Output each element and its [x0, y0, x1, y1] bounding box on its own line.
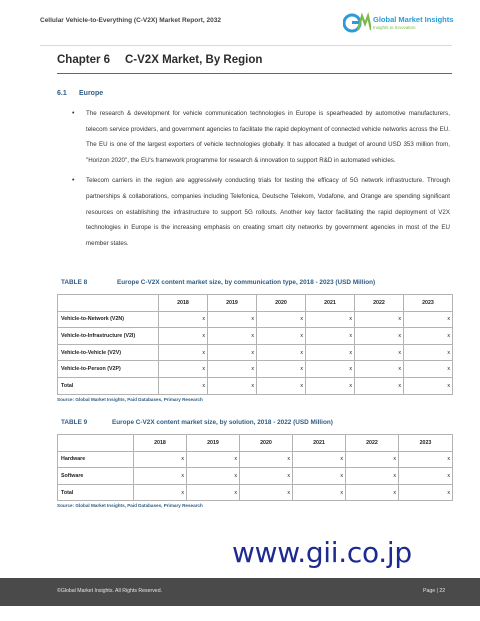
section-title: Europe: [79, 90, 104, 97]
table-row: [58, 361, 453, 378]
table-corner-cell: [58, 435, 134, 452]
table-cell: x: [399, 451, 453, 468]
column-header: 2018: [159, 295, 208, 312]
table-row: [58, 451, 453, 468]
table9-title: Europe C-V2X content market size, by solution, 2018 - 2022 (USD Million): [112, 419, 333, 426]
table-cell: x: [159, 328, 208, 345]
table-cell: x: [306, 344, 355, 361]
table-row: [58, 328, 453, 345]
column-header: 2021: [293, 435, 346, 452]
table-cell: x: [346, 468, 399, 485]
table8: [57, 294, 453, 395]
column-header: 2022: [355, 295, 404, 312]
column-header: 2019: [187, 435, 240, 452]
company-logo: [343, 12, 454, 36]
column-header: 2020: [240, 435, 293, 452]
table-cell: x: [355, 377, 404, 394]
table-row: [58, 344, 453, 361]
table9-caption: [61, 419, 333, 426]
table-cell: x: [355, 328, 404, 345]
table-cell: x: [404, 344, 453, 361]
table8-caption: [61, 279, 375, 286]
table-cell: x: [306, 361, 355, 378]
table-cell: x: [240, 484, 293, 501]
table-header-row: [58, 295, 453, 312]
bullet-item: [70, 173, 450, 251]
table-cell: x: [240, 451, 293, 468]
table-cell: x: [404, 328, 453, 345]
bullet-text: Telecom carriers in the region are aggressively conducting trials for testing the efficacy of 5G network infrastructure. Through partnerships & collaborations, companies including Telefonica, Deutsche Telekom, Vodafone, and Orange are spending significant resources on establishing the infrastructure to support 5G rollouts. Another key factor facilitating the rapid deployment of V2X technologies in Europe is the increasing emphasis on creating smart city networks by government agencies in most of the EU member states.: [86, 177, 450, 247]
table-cell: x: [208, 377, 257, 394]
column-header: 2020: [257, 295, 306, 312]
row-header: Vehicle-to-Person (V2P): [58, 361, 159, 378]
bullet-text: The research & development for vehicle communication technologies in Europe is spearheaded by automotive manufacturers, telecom service providers, and government agencies to facilitate the rapid deployment of connected vehicle networks across the EU. The EU is one of the largest exporters of vehicle technologies globally. It has allocated a budget of around USD 353 million from, "Horizon 2020", the EU's framework programme for research & innovation to support R&D in automated vehicles.: [86, 110, 450, 164]
row-header: Vehicle-to-Vehicle (V2V): [58, 344, 159, 361]
column-header: 2018: [134, 435, 187, 452]
table-cell: x: [187, 451, 240, 468]
footer-copyright: ©Global Market Insights. All Rights Reserved.: [57, 588, 163, 594]
table-cell: x: [134, 451, 187, 468]
table9: [57, 434, 453, 501]
table-cell: x: [208, 311, 257, 328]
table-cell: x: [257, 328, 306, 345]
header-divider: [40, 45, 452, 46]
column-header: 2023: [404, 295, 453, 312]
table-cell: x: [399, 468, 453, 485]
logo-tagline: Insights to Innovation: [373, 25, 416, 30]
bullet-list: [70, 106, 450, 256]
gmi-logo-icon: [343, 12, 371, 34]
page-number: Page | 22: [423, 588, 446, 594]
table-cell: x: [399, 484, 453, 501]
table-cell: x: [404, 377, 453, 394]
row-header: Total: [58, 377, 159, 394]
section-number: 6.1: [57, 90, 67, 97]
table-row: [58, 468, 453, 485]
row-header: Total: [58, 484, 134, 501]
table-cell: x: [257, 311, 306, 328]
table-cell: x: [240, 468, 293, 485]
page-footer: [0, 578, 480, 606]
table-cell: x: [159, 344, 208, 361]
table-cell: x: [134, 468, 187, 485]
chapter-divider: [57, 73, 452, 74]
column-header: 2023: [399, 435, 453, 452]
table-cell: x: [134, 484, 187, 501]
table-cell: x: [404, 311, 453, 328]
table-cell: x: [208, 328, 257, 345]
table-row: [58, 484, 453, 501]
table-cell: x: [355, 361, 404, 378]
table-cell: x: [187, 484, 240, 501]
table-cell: x: [208, 344, 257, 361]
table-cell: x: [306, 328, 355, 345]
table9-source: Source: Global Market Insights, Paid Databases, Primary Research: [57, 503, 203, 508]
table9-label: TABLE 9: [61, 419, 88, 426]
row-header: Vehicle-to-Network (V2N): [58, 311, 159, 328]
table-cell: x: [208, 361, 257, 378]
column-header: 2021: [306, 295, 355, 312]
table8-source: Source: Global Market Insights, Paid Databases, Primary Research: [57, 397, 203, 402]
column-header: 2022: [346, 435, 399, 452]
table-cell: x: [293, 451, 346, 468]
table-cell: x: [404, 361, 453, 378]
bullet-item: [70, 106, 450, 168]
table-cell: x: [257, 344, 306, 361]
table-cell: x: [159, 377, 208, 394]
table-cell: x: [159, 311, 208, 328]
row-header: Software: [58, 468, 134, 485]
table-cell: x: [306, 377, 355, 394]
table-cell: x: [355, 344, 404, 361]
table-corner-cell: [58, 295, 159, 312]
table-cell: x: [257, 377, 306, 394]
row-header: Vehicle-to-Infrastructure (V2I): [58, 328, 159, 345]
section-heading: [57, 90, 103, 97]
chapter-title: C-V2X Market, By Region: [125, 54, 263, 66]
report-title: Cellular Vehicle-to-Everything (C-V2X) Market Report, 2032: [40, 17, 221, 24]
row-header: Hardware: [58, 451, 134, 468]
watermark-url: www.gii.co.jp: [232, 536, 412, 569]
table-cell: x: [346, 484, 399, 501]
table-cell: x: [293, 484, 346, 501]
table-cell: x: [355, 311, 404, 328]
page-header: [0, 0, 480, 42]
table-header-row: [58, 435, 453, 452]
bullet-dot-icon: •: [72, 177, 75, 185]
table8-title: Europe C-V2X content market size, by communication type, 2018 - 2023 (USD Million): [117, 279, 376, 286]
chapter-heading: [57, 54, 262, 66]
bullet-dot-icon: •: [72, 110, 75, 117]
table8-label: TABLE 8: [61, 279, 88, 286]
column-header: 2019: [208, 295, 257, 312]
table-cell: x: [306, 311, 355, 328]
table-row: [58, 377, 453, 394]
table-cell: x: [346, 451, 399, 468]
table-row: [58, 311, 453, 328]
table-cell: x: [187, 468, 240, 485]
table-cell: x: [257, 361, 306, 378]
logo-name: Global Market Insights: [373, 15, 454, 24]
table-cell: x: [159, 361, 208, 378]
table-cell: x: [293, 468, 346, 485]
chapter-number: Chapter 6: [57, 54, 111, 66]
